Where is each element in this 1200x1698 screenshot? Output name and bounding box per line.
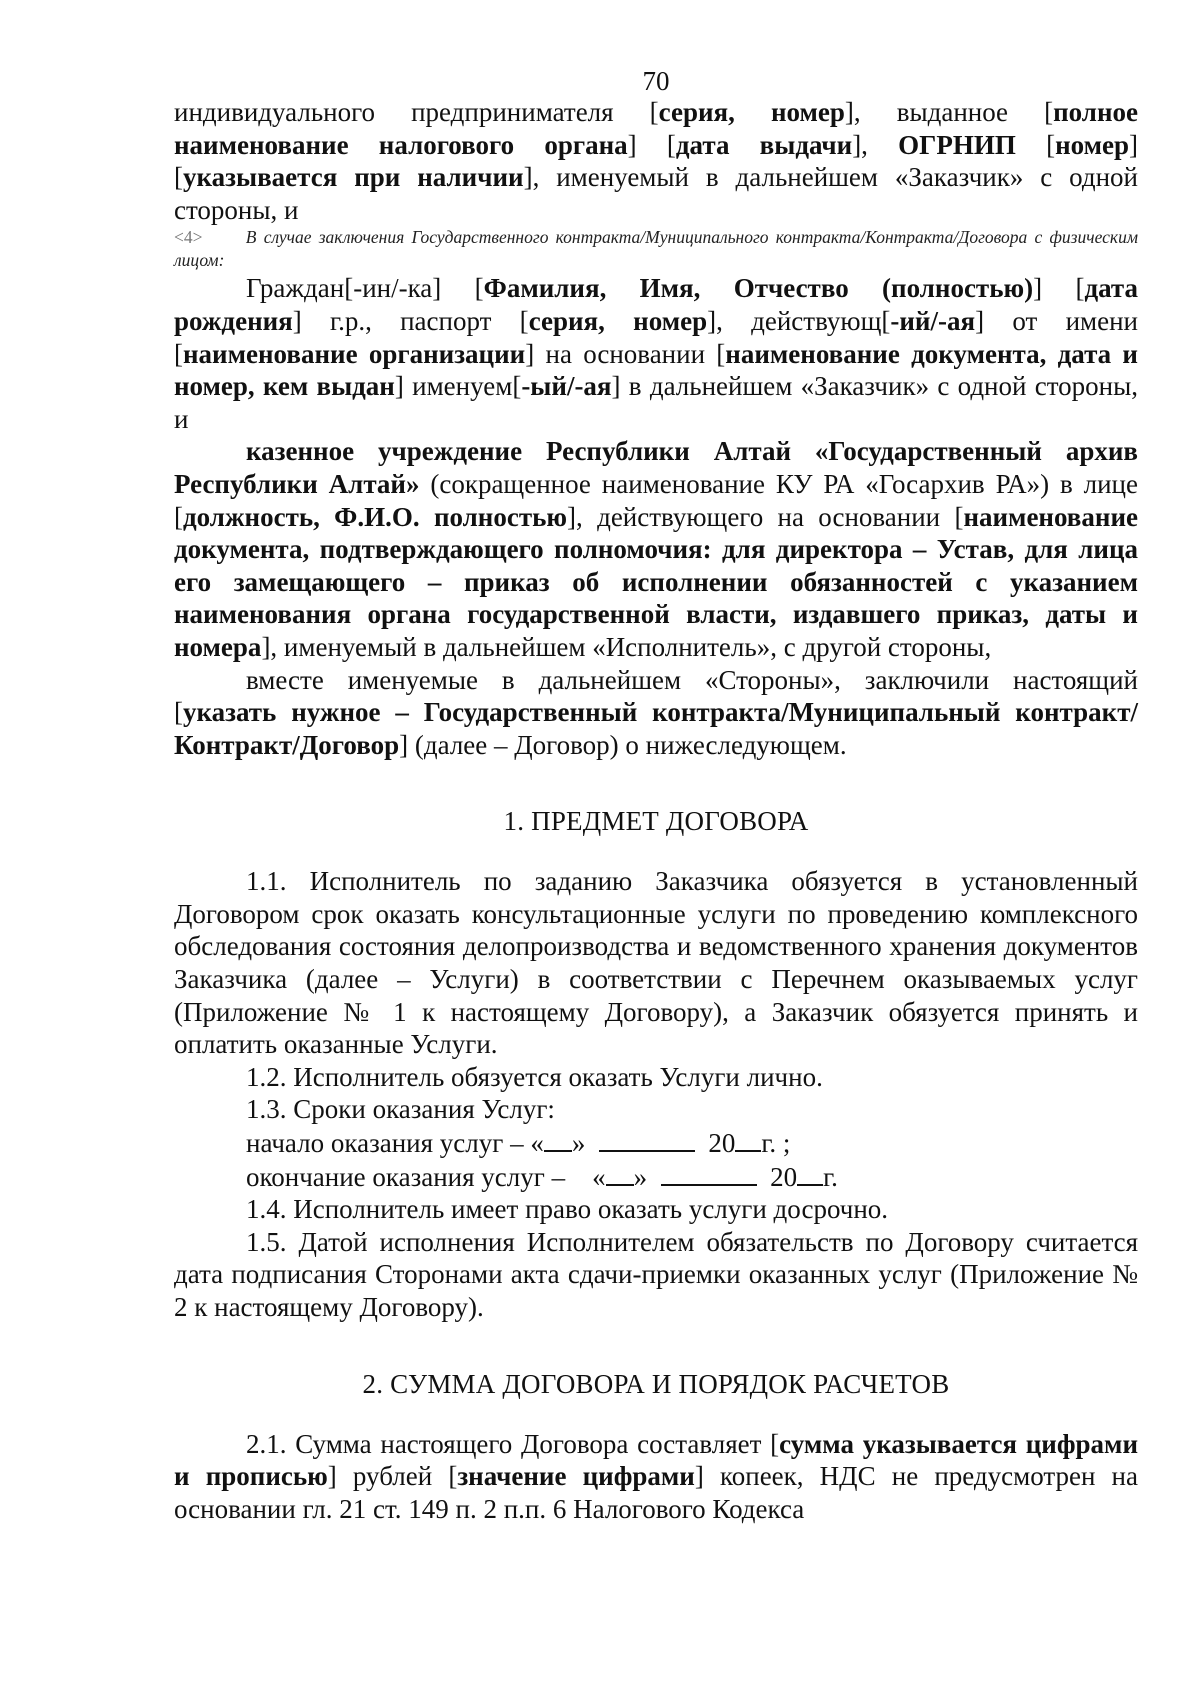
- intro-paragraph-parties: [174, 664, 1138, 762]
- text-run: [: [1015, 129, 1056, 160]
- page-number: 70: [642, 66, 670, 96]
- intro-paragraph-executor: [174, 435, 1138, 663]
- end-day-blank: [606, 1160, 634, 1186]
- bold-placeholder-text: номер: [1055, 129, 1129, 160]
- text-run: вместе именуемые в дальнейшем «Стороны», заключили настоящий [: [174, 664, 1138, 728]
- clause-1-3: 1.3. Сроки оказания Услуг:: [246, 1094, 555, 1125]
- clause-1-5: 1.5. Датой исполнения Исполнителем обязательств по Договору считается дата подписания Сторонами акта сдачи-приемки оказанных услуг (Приложение № 2 к настоящему Договору).: [174, 1226, 1138, 1322]
- bold-placeholder-text: ОГРНИП: [898, 129, 1016, 160]
- text-run: ] в дальнейшем «Заказчик» с одной стороны, и: [174, 371, 1138, 434]
- text-run: 2.1. Сумма настоящего Договора составляет [: [246, 1428, 780, 1459]
- bold-placeholder-text: -ий/-ая: [890, 305, 976, 336]
- bold-placeholder-text: серия, номер: [658, 97, 845, 127]
- end-suffix: г.: [823, 1161, 838, 1192]
- text-run: ] (далее – Договор) о нижеследующем.: [399, 729, 847, 760]
- text-run: ] именуем[: [394, 371, 522, 402]
- start-day-blank: [544, 1126, 572, 1152]
- bold-placeholder-text: указать нужное – Государственный контракта/Муниципальный контракт/Контракт/Договор: [174, 697, 1138, 760]
- end-close-quote: »: [633, 1161, 648, 1192]
- text-run: ] [: [1033, 273, 1085, 304]
- text-run: ],: [852, 129, 899, 160]
- end-label: окончание оказания услуг –: [246, 1161, 566, 1192]
- text-run: ], именуемый в дальнейшем «Заказчик» с одной стороны, и: [174, 162, 1138, 225]
- clause-2-1: [174, 1428, 1138, 1526]
- start-label: начало оказания услуг – «: [246, 1128, 544, 1159]
- bold-placeholder-text: наименование документа, дата и номер, кем выдан: [174, 338, 1138, 402]
- bold-placeholder-text: должность, Ф.И.О. полностью: [183, 501, 568, 532]
- text-run: (сокращенное наименование КУ РА «Госархив РА») в лице [: [174, 468, 1138, 532]
- text-run: ], выданное [: [844, 97, 1054, 127]
- text-run: ] копеек, НДС не предусмотрен на основании гл. 21 ст. 149 п. 2 п.п. 6 Налогового Кодекса: [174, 1461, 1138, 1524]
- section-1-heading: 1. ПРЕДМЕТ ДОГОВОРА: [503, 806, 809, 837]
- document-page: [174, 66, 1138, 1525]
- footnote-text: В случае заключения Государственного контракта/Муниципального контракта/Контракта/Договора с физическим лицом:: [174, 227, 1138, 271]
- bold-placeholder-text: дата выдачи: [675, 129, 853, 160]
- clause-1-2: 1.2. Исполнитель обязуется оказать Услуги лично.: [246, 1061, 823, 1092]
- start-close-quote: »: [571, 1128, 586, 1159]
- text-run: ] от имени [: [174, 305, 1138, 369]
- text-run: Граждан[-ин/-ка] [: [246, 273, 484, 304]
- text-run: ] на основании [: [525, 338, 726, 369]
- start-year-prefix: 20: [708, 1128, 736, 1159]
- text-run: ], действующ[: [707, 305, 891, 336]
- bold-placeholder-text: наименование организации: [183, 338, 526, 369]
- bold-placeholder-text: дата рождения: [174, 273, 1138, 336]
- text-run: ] г.р., паспорт [: [292, 305, 529, 336]
- end-month-blank: [661, 1160, 757, 1186]
- bold-placeholder-text: сумма указывается цифрами и прописью: [174, 1428, 1138, 1492]
- start-month-blank: [599, 1126, 695, 1152]
- bold-placeholder-text: указывается при наличии: [183, 162, 524, 193]
- text-run: ] [: [627, 129, 676, 160]
- bold-placeholder-text: казенное учреждение Республики Алтай «Государственный архив Республики Алтай»: [174, 436, 1138, 499]
- text-run: ] рублей [: [327, 1461, 458, 1492]
- footnote-physical-person: [174, 226, 1138, 272]
- footnote-marker: <4>: [174, 227, 203, 248]
- intro-paragraph-citizen: [174, 272, 1138, 435]
- bold-placeholder-text: значение цифрами: [457, 1461, 695, 1492]
- end-open-quote: «: [592, 1161, 606, 1192]
- end-year-blank: [797, 1160, 823, 1186]
- text-run: ], именуемый в дальнейшем «Исполнитель», с другой стороны,: [261, 631, 992, 662]
- text-run: ] [: [174, 129, 1138, 193]
- section-2-heading: 2. СУММА ДОГОВОРА И ПОРЯДОК РАСЧЕТОВ: [362, 1368, 950, 1399]
- bold-placeholder-text: полное наименование налогового органа: [174, 97, 1138, 160]
- service-start-line: [246, 1126, 1138, 1160]
- start-year-blank: [735, 1126, 761, 1152]
- bold-placeholder-text: -ый/-ая: [521, 371, 612, 402]
- intro-paragraph-entrepreneur: [174, 96, 1138, 226]
- service-end-line: [246, 1160, 1138, 1194]
- bold-placeholder-text: серия, номер: [528, 305, 708, 336]
- clause-1-1: 1.1. Исполнитель по заданию Заказчика обязуется в установленный Договором срок оказать консультационные услуги по проведению комплексного обследования состояния делопроизводства и ведомственного хранения документов Заказчика (далее – Услуги) в соответствии с Перечнем оказываемых услуг (Приложение № 1 к настоящему Договору), а Заказчик обязуется принять и оплатить оказанные Услуги.: [174, 866, 1138, 1060]
- bold-placeholder-text: Фамилия, Имя, Отчество (полностью): [483, 273, 1034, 304]
- start-suffix: г. ;: [761, 1128, 791, 1159]
- bold-placeholder-text: наименование документа, подтверждающего полномочия: для директора – Устав, для лица его замещающего – приказ об исполнении обязанностей с указанием наименования органа государственной власти, издавшего приказ, даты и номера: [174, 501, 1138, 662]
- clause-1-4: 1.4. Исполнитель имеет право оказать услуги досрочно.: [246, 1194, 889, 1225]
- end-year-prefix: 20: [770, 1161, 798, 1192]
- text-run: ], действующего на основании [: [567, 501, 964, 532]
- text-run: индивидуального предпринимателя [: [174, 97, 659, 127]
